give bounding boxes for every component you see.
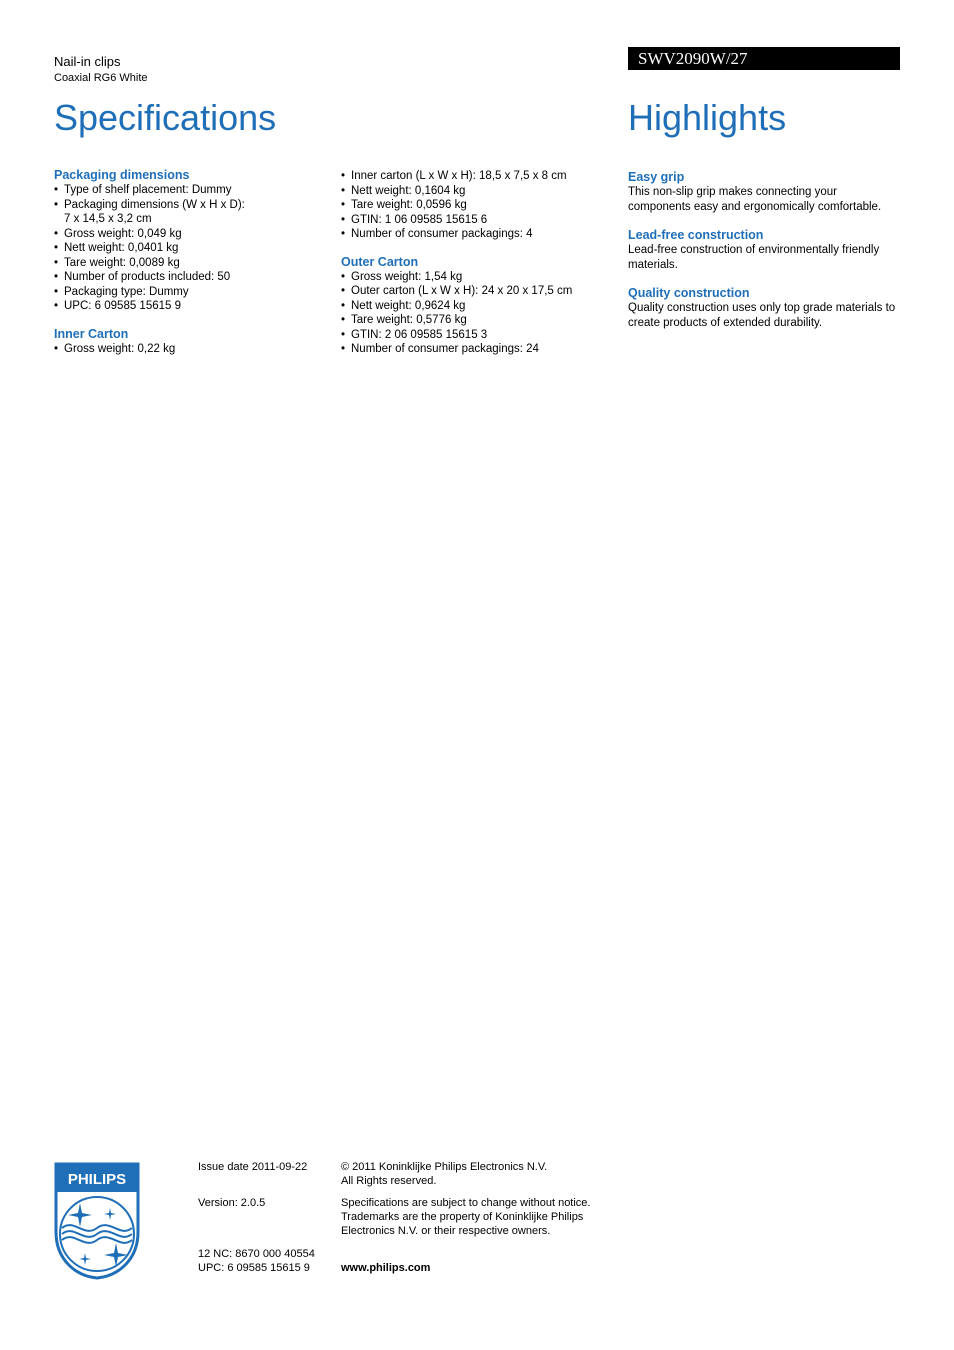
inner-carton-heading: Inner Carton	[54, 326, 129, 341]
twelve-nc: 12 NC: 8670 000 40554	[198, 1248, 315, 1260]
outer-carton-heading: Outer Carton	[341, 254, 419, 269]
list-item: • Number of consumer packagings: 4	[341, 227, 611, 242]
philips-shield-logo	[54, 1162, 140, 1280]
list-item: • Tare weight: 0,0089 kg	[54, 256, 314, 271]
footer-upc: UPC: 6 09585 15615 9	[198, 1262, 310, 1274]
list-item: • Tare weight: 0,5776 kg	[341, 313, 611, 328]
highlight-text-lead-free: Lead-free construction of environmentally friendly materials.	[628, 244, 880, 271]
highlights-title: Highlights	[628, 97, 787, 138]
list-item: • GTIN: 2 06 09585 15615 3	[341, 328, 611, 343]
highlight-heading-easy-grip: Easy grip	[628, 170, 685, 184]
spec-column-1	[54, 168, 314, 356]
specifications-title: Specifications	[54, 97, 277, 138]
inner-carton-list	[54, 342, 314, 357]
highlight-text-quality: Quality construction uses only top grade materials to create products of extended durability.	[628, 302, 896, 329]
highlight-text-easy-grip: This non-slip grip makes connecting your components easy and ergonomically comfortable.	[628, 186, 882, 213]
spec-column-2	[341, 169, 611, 357]
list-item: • Gross weight: 0,22 kg	[54, 342, 314, 357]
highlights-column	[628, 170, 900, 330]
packaging-dimensions-list	[54, 183, 314, 314]
notice-line-1: Specifications are subject to change without notice.	[341, 1197, 591, 1209]
product-subtitle: Coaxial RG6 White	[54, 72, 148, 84]
highlight-heading-quality: Quality construction	[628, 286, 750, 300]
philips-logo-text: PHILIPS	[67, 1171, 127, 1188]
list-item: • Nett weight: 0,9624 kg	[341, 299, 611, 314]
model-number-bar: SWV2090W/27	[628, 47, 900, 70]
list-item: • GTIN: 1 06 09585 15615 6	[341, 213, 611, 228]
inner-carton-list-continued	[341, 169, 611, 242]
list-item-continuation: 7 x 14,5 x 3,2 cm	[64, 213, 152, 225]
list-item: • Number of products included: 50	[54, 270, 314, 285]
copyright-line-1: © 2011 Koninklijke Philips Electronics N.V.	[341, 1161, 548, 1173]
outer-carton-list	[341, 270, 611, 357]
list-item: • Tare weight: 0,0596 kg	[341, 198, 611, 213]
list-item: • Gross weight: 1,54 kg	[341, 270, 611, 285]
product-name: Nail-in clips	[54, 54, 121, 69]
list-item: • UPC: 6 09585 15615 9	[54, 299, 314, 314]
issue-date: Issue date 2011-09-22	[198, 1161, 308, 1173]
version: Version: 2.0.5	[198, 1197, 266, 1209]
copyright-line-2: All Rights reserved.	[341, 1175, 437, 1187]
list-item: • Number of consumer packagings: 24	[341, 342, 611, 357]
list-item: • Packaging type: Dummy	[54, 285, 314, 300]
notice-line-2: Trademarks are the property of Koninklijke Philips	[341, 1211, 584, 1223]
highlight-heading-lead-free: Lead-free construction	[628, 228, 764, 242]
list-item-text: Packaging dimensions (W x H x D):	[64, 198, 245, 211]
packaging-dimensions-heading: Packaging dimensions	[54, 168, 190, 182]
notice-line-3: Electronics N.V. or their respective owners.	[341, 1225, 551, 1237]
website-link[interactable]: www.philips.com	[341, 1262, 431, 1274]
list-item: • Nett weight: 0,0401 kg	[54, 241, 314, 256]
list-item: • Outer carton (L x W x H): 24 x 20 x 17,5 cm	[341, 284, 611, 299]
list-item: • Gross weight: 0,049 kg	[54, 227, 314, 242]
list-item: • Inner carton (L x W x H): 18,5 x 7,5 x 8 cm	[341, 169, 611, 184]
list-item: • Type of shelf placement: Dummy	[54, 183, 314, 198]
list-item	[54, 198, 314, 227]
list-item: • Nett weight: 0,1604 kg	[341, 184, 611, 199]
